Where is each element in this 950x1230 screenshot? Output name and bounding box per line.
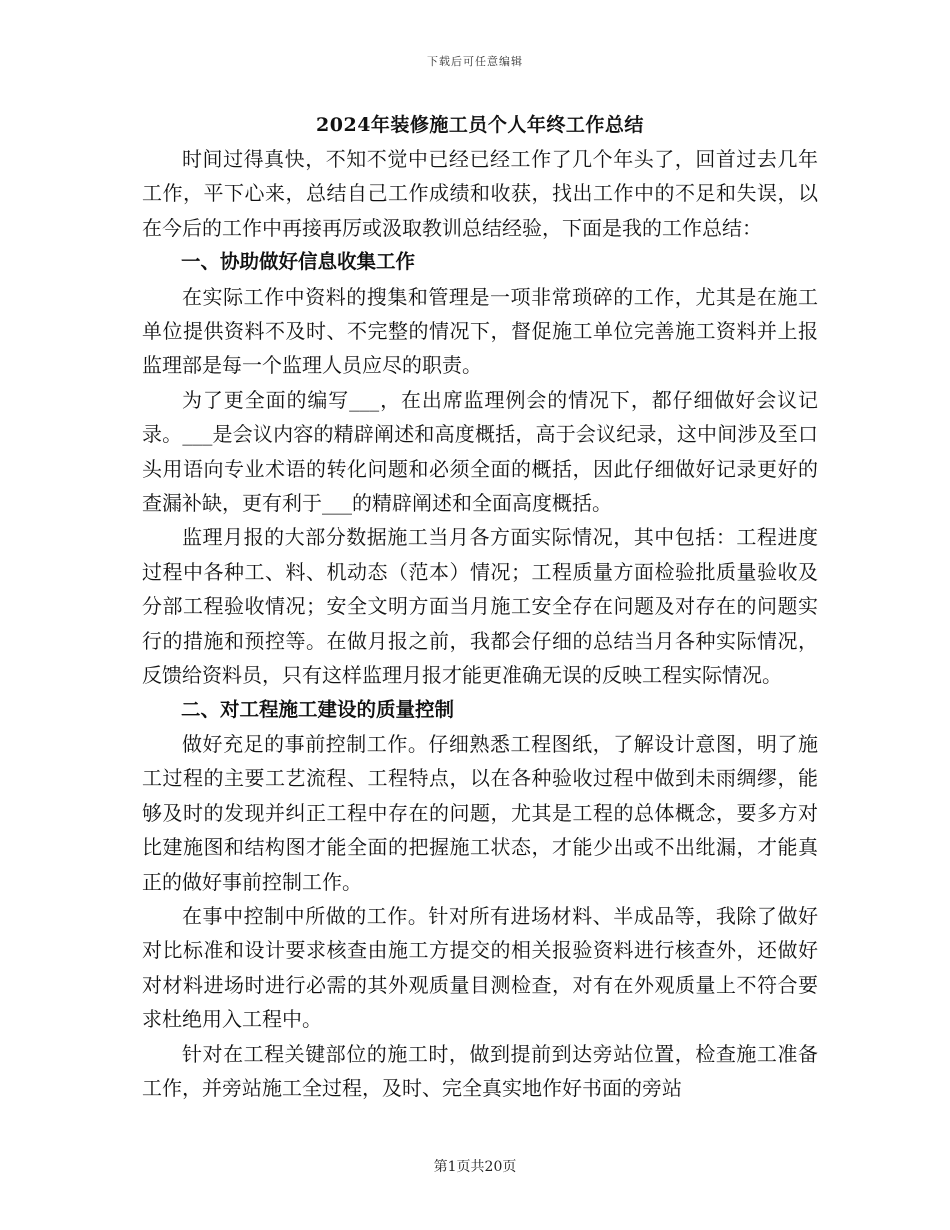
section-heading-2: 二、对工程施工建设的质量控制: [181, 697, 455, 721]
paragraph-intro: 时间过得真快，不知不觉中已经已经工作了几个年头了，回首过去几年工作，平下心来，总结自己工作成绩和收获，找出工作中的不足和失误，以在今后的工作中再接再厉或汲取教训总结经验，下面是我的工作总结：: [142, 147, 818, 240]
paragraph: 监理月报的大部分数据施工当月各方面实际情况，其中包括：工程进度过程中各种工、料、机动态（范本）情况；工程质量方面检验批质量验收及分部工程验收情况；安全文明方面当月施工安全存在问题及对存在的问题实行的措施和预控等。在做月报之前，我都会仔细的总结当月各种实际情况，反馈给资料员，只有这样监理月报才能更准确无误的反映工程实际情况。: [142, 525, 818, 688]
section-heading-1: 一、协助做好信息收集工作: [181, 250, 416, 274]
paragraph: 为了更全面的编写___，在出席监理例会的情况下，都仔细做好会议记录。___是会议内容的精辟阐述和高度概括，高于会议纪录，这中间涉及至口头用语向专业术语的转化问题和必须全面的概括，因此仔细做好记录更好的查漏补缺，更有利于___的精辟阐述和全面高度概括。: [142, 387, 818, 516]
document-body: [142, 108, 818, 1105]
page-header-note: 下载后可任意编辑: [427, 55, 523, 68]
page-number-footer: 第1页共20页: [433, 1159, 517, 1175]
paragraph: 在事中控制中所做的工作。针对所有进场材料、半成品等，我除了做好对比标准和设计要求核查由施工方提交的相关报验资料进行核查外，还做好对材料进场时进行必需的其外观质量目测检查，对有在外观质量上不符合要求杜绝用入工程中。: [142, 903, 818, 1032]
paragraph: 针对在工程关键部位的施工时，做到提前到达旁站位置，检查施工准备工作，并旁站施工全过程，及时、完全真实地作好书面的旁站: [142, 1041, 818, 1100]
document-title: 2024年装修施工员个人年终工作总结: [316, 114, 644, 136]
paragraph: 在实际工作中资料的搜集和管理是一项非常琐碎的工作，尤其是在施工单位提供资料不及时、不完整的情况下，督促施工单位完善施工资料并上报监理部是每一个监理人员应尽的职责。: [142, 284, 818, 378]
paragraph: 做好充足的事前控制工作。仔细熟悉工程图纸，了解设计意图，明了施工过程的主要工艺流程、工程特点，以在各种验收过程中做到未雨绸缪，能够及时的发现并纠正工程中存在的问题，尤其是工程的总体概念，要多方对比建施图和结构图才能全面的把握施工状态，才能少出或不出纰漏，才能真正的做好事前控制工作。: [142, 731, 818, 894]
